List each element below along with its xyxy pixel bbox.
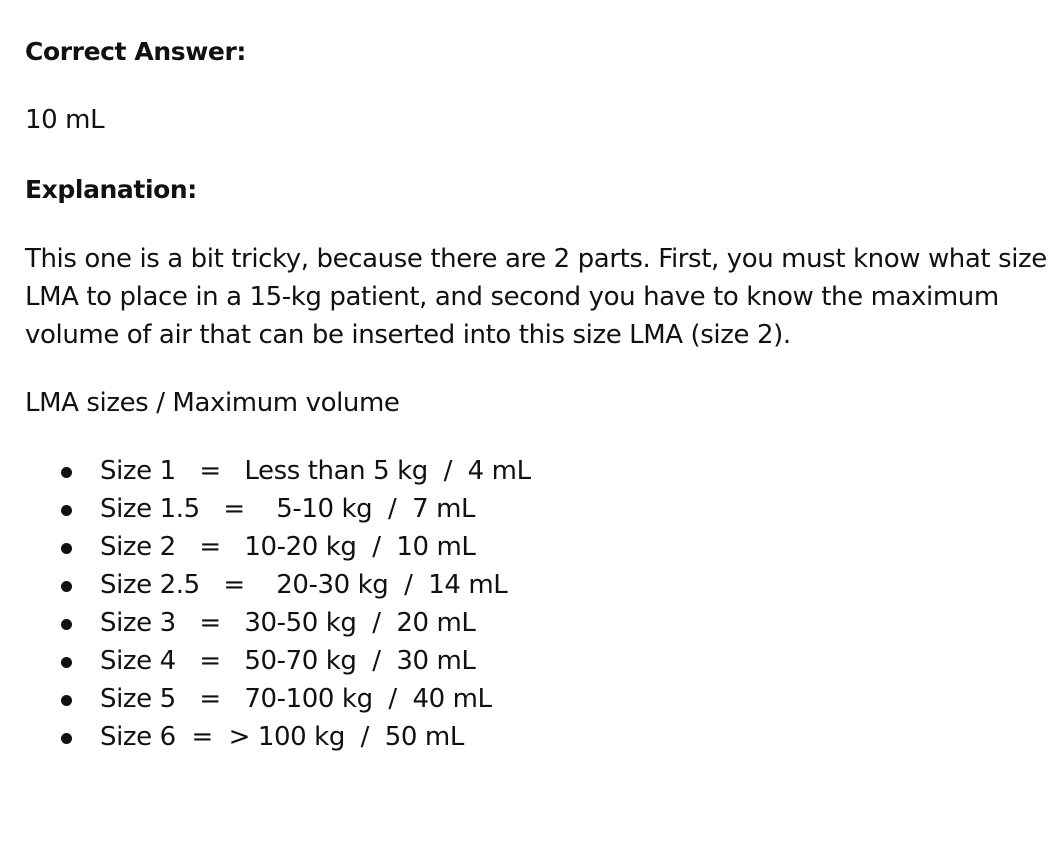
lma-sizes-title: LMA sizes / Maximum volume [25,388,400,418]
bullet-icon [61,733,72,744]
list-item-text: Size 3 = 30-50 kg / 20 mL [100,608,476,638]
correct-answer-value: 10 mL [25,105,105,135]
bullet-icon [61,505,72,516]
list-item-text: Size 6 = > 100 kg / 50 mL [100,722,464,752]
bullet-icon [61,657,72,668]
explanation-paragraph: This one is a bit tricky, because there are 2 parts. First, you must know what size LMA to place in a 15-kg patient, and second you have to know the maximum volume of air that can be inserted into this size LMA (size 2). [25,244,1047,350]
list-item-text: Size 1 = Less than 5 kg / 4 mL [100,456,531,486]
bullet-icon [61,695,72,706]
list-item-text: Size 2.5 = 20-30 kg / 14 mL [100,570,508,600]
list-item-text: Size 4 = 50-70 kg / 30 mL [100,646,476,676]
list-item-text: Size 5 = 70-100 kg / 40 mL [100,684,492,714]
bullet-icon [61,581,72,592]
correct-answer-heading: Correct Answer: [25,37,247,66]
bullet-icon [61,467,72,478]
list-item-text: Size 2 = 10-20 kg / 10 mL [100,532,476,562]
list-item-text: Size 1.5 = 5-10 kg / 7 mL [100,494,476,524]
explanation-heading: Explanation: [25,175,197,204]
bullet-icon [61,619,72,630]
bullet-icon [61,543,72,554]
